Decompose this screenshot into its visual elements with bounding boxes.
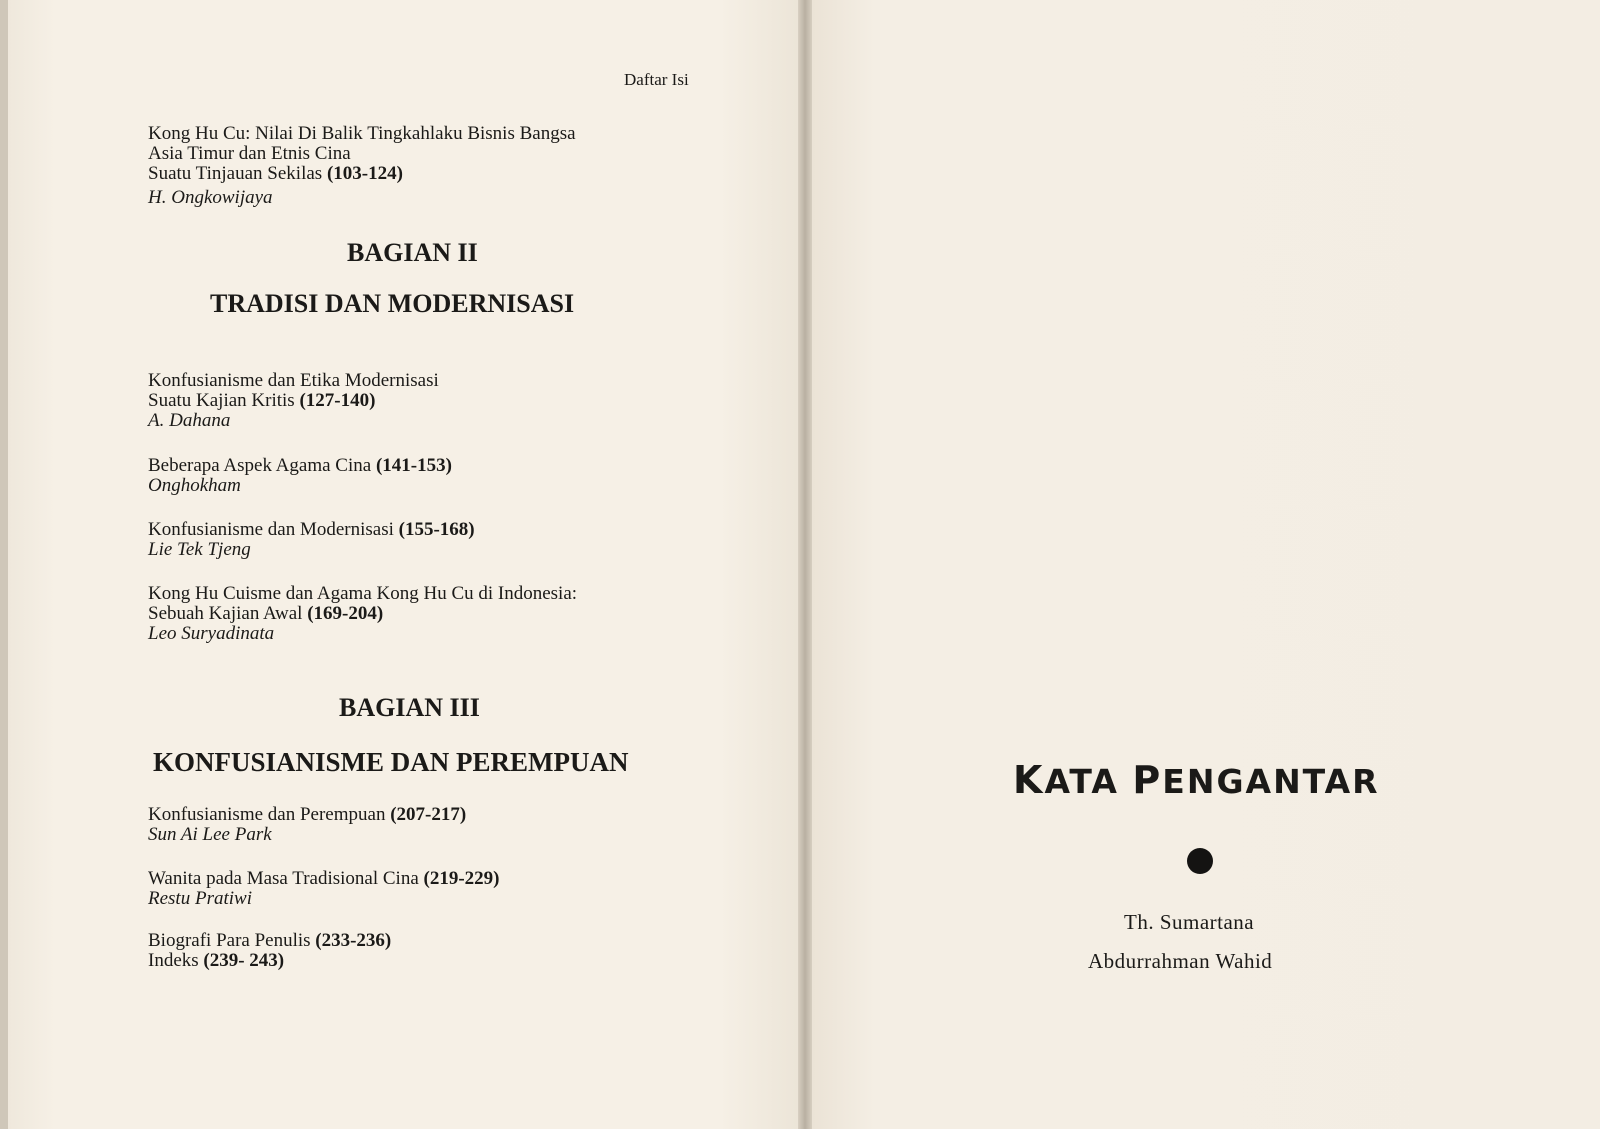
title-initial: P	[1132, 758, 1163, 802]
entry-title-line	[148, 456, 452, 476]
toc-entry	[148, 371, 439, 431]
signature-line: Abdurrahman Wahid	[1088, 949, 1273, 973]
page-range: (219-229)	[423, 868, 500, 889]
entry-title-line	[148, 931, 391, 951]
chapter-title	[1013, 758, 1380, 802]
toc-entry	[148, 805, 466, 845]
entry-title: Beberapa Aspek Agama Cina	[148, 455, 372, 476]
entry-title: Suatu Kajian Kritis	[148, 390, 295, 411]
signature-line: Th. Sumartana	[1124, 910, 1255, 934]
section-title: KONFUSIANISME DAN PEREMPUAN	[153, 747, 629, 777]
entry-title-line: Kong Hu Cuisme dan Agama Kong Hu Cu di Indonesia:	[148, 583, 578, 604]
entry-author: Restu Pratiwi	[148, 888, 252, 909]
book-gutter	[798, 0, 812, 1129]
page-range: (169-204)	[307, 603, 384, 624]
entry-title: Biografi Para Penulis	[148, 930, 311, 951]
running-header: Daftar Isi	[624, 70, 689, 89]
entry-title: Indeks	[148, 950, 204, 971]
page-range: (141-153)	[375, 455, 452, 476]
entry-title-line	[148, 951, 391, 971]
entry-author: A. Dahana	[148, 410, 231, 431]
entry-author: Sun Ai Lee Park	[148, 824, 272, 845]
page-range: (155-168)	[398, 519, 475, 540]
entry-title: Konfusianisme dan Modernisasi	[148, 519, 394, 540]
entry-title-line: Kong Hu Cu: Nilai Di Balik Tingkahlaku Bisnis Bangsa	[148, 123, 576, 144]
entry-title: Suatu Tinjauan Sekilas	[148, 163, 323, 184]
entry-title-line: Asia Timur dan Etnis Cina	[148, 143, 351, 164]
entry-title-line	[148, 604, 577, 624]
section-title: TRADISI DAN MODERNISASI	[210, 289, 575, 318]
entry-title: Sebuah Kajian Awal	[148, 603, 303, 624]
toc-entry	[148, 584, 577, 644]
toc-entry	[148, 869, 500, 909]
entry-title: Wanita pada Masa Tradisional Cina	[148, 868, 419, 889]
page-range: (127-140)	[299, 390, 376, 411]
title-initial: K	[1013, 758, 1045, 802]
entry-title-line	[148, 164, 576, 184]
toc-entry	[148, 456, 452, 496]
entry-title: Konfusianisme dan Perempuan	[148, 804, 386, 825]
entry-author: Onghokham	[148, 475, 241, 496]
section-label: BAGIAN II	[347, 238, 478, 267]
toc-entry	[148, 124, 576, 208]
page-range: (207-217)	[390, 804, 467, 825]
title-part: ENGANTAR	[1162, 762, 1380, 801]
entry-title-line: Konfusianisme dan Etika Modernisasi	[148, 370, 439, 391]
toc-entry	[148, 520, 475, 560]
page-range: (103-124)	[326, 163, 403, 184]
entry-title-line	[148, 869, 500, 889]
page-range: (239- 243)	[203, 950, 285, 971]
page-range: (233-236)	[315, 930, 392, 951]
entry-title-line	[148, 391, 439, 411]
ornament-dot	[1187, 848, 1213, 874]
entry-title-line	[148, 520, 475, 540]
entry-author: Lie Tek Tjeng	[148, 539, 251, 560]
section-label: BAGIAN III	[339, 693, 480, 722]
title-part: ATA	[1044, 762, 1133, 801]
page-edge	[0, 0, 8, 1129]
toc-entry	[148, 931, 391, 971]
entry-author: Leo Suryadinata	[148, 623, 275, 644]
entry-title-line	[148, 805, 466, 825]
entry-author: H. Ongkowijaya	[148, 187, 273, 208]
